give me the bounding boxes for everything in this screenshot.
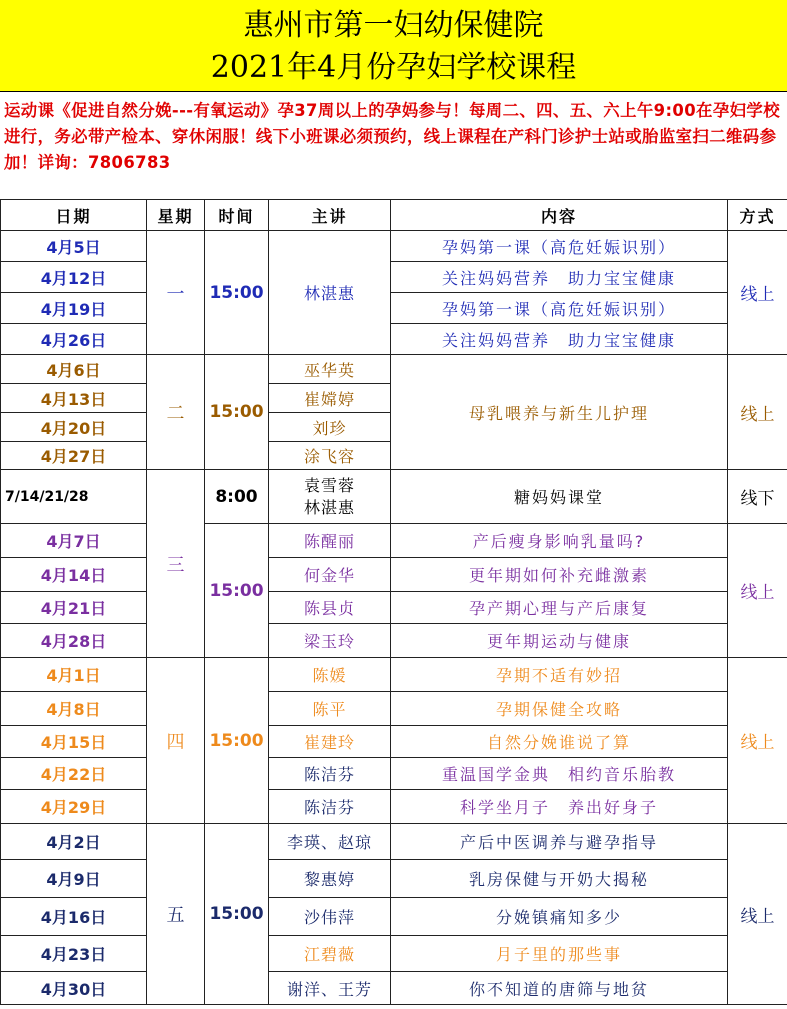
speaker-cell: 陈醒丽 bbox=[269, 524, 391, 558]
content-cell: 关注妈妈营养 助力宝宝健康 bbox=[391, 262, 728, 293]
speaker-cell: 沙伟萍 bbox=[269, 898, 391, 936]
table-row bbox=[1, 972, 787, 1005]
date-cell: 4月16日 bbox=[1, 898, 147, 936]
table-row bbox=[1, 790, 787, 824]
title-banner bbox=[0, 0, 787, 92]
speaker-cell: 陈洁芬 bbox=[269, 790, 391, 824]
column-header-time: 时间 bbox=[205, 200, 269, 231]
exercise-class-notice: 运动课《促进自然分娩---有氧运动》孕37周以上的孕妈参与！每周二、四、五、六上午9:00在孕妇学校进行，务必带产检本、穿休闲服！线下小班课必须预约，线上课程在产科门诊护士站或胎监室扫二维码参加！详询：7806783 bbox=[4, 101, 780, 172]
speaker-cell: 涂飞容 bbox=[269, 442, 391, 470]
content-cell: 重温国学金典 相约音乐胎教 bbox=[391, 758, 728, 790]
table-row bbox=[1, 692, 787, 726]
date-cell: 4月26日 bbox=[1, 324, 147, 355]
content-cell: 产后瘦身影响乳量吗? bbox=[391, 524, 728, 558]
time-cell: 15:00 bbox=[205, 231, 269, 355]
date-cell: 4月21日 bbox=[1, 592, 147, 624]
date-cell: 4月6日 bbox=[1, 355, 147, 384]
table-row bbox=[1, 355, 787, 384]
course-schedule-table bbox=[0, 199, 787, 1005]
table-row bbox=[1, 936, 787, 972]
date-cell: 4月12日 bbox=[1, 262, 147, 293]
content-cell: 更年期运动与健康 bbox=[391, 624, 728, 658]
schedule-title: 2021年4月份孕妇学校课程 bbox=[210, 50, 577, 85]
date-cell: 4月13日 bbox=[1, 384, 147, 413]
table-row bbox=[1, 470, 787, 524]
speaker-name: 林湛惠 bbox=[303, 497, 355, 517]
date-cell: 4月2日 bbox=[1, 824, 147, 860]
speaker-cell: 黎惠婷 bbox=[269, 860, 391, 898]
speaker-cell: 刘珍 bbox=[269, 413, 391, 442]
speaker-cell: 谢洋、王芳 bbox=[269, 972, 391, 1005]
date-cell: 4月1日 bbox=[1, 658, 147, 692]
table-row bbox=[1, 898, 787, 936]
content-cell: 孕期保健全攻略 bbox=[391, 692, 728, 726]
date-cell: 4月23日 bbox=[1, 936, 147, 972]
table-row bbox=[1, 726, 787, 758]
content-cell: 母乳喂养与新生儿护理 bbox=[391, 355, 728, 470]
column-header-content: 内容 bbox=[391, 200, 728, 231]
column-header-weekday: 星期 bbox=[147, 200, 205, 231]
content-cell: 自然分娩谁说了算 bbox=[391, 726, 728, 758]
table-row bbox=[1, 824, 787, 860]
date-cell: 4月9日 bbox=[1, 860, 147, 898]
content-cell: 乳房保健与开奶大揭秘 bbox=[391, 860, 728, 898]
table-row bbox=[1, 324, 787, 355]
content-cell: 孕妈第一课（高危妊娠识别） bbox=[391, 293, 728, 324]
content-cell: 关注妈妈营养 助力宝宝健康 bbox=[391, 324, 728, 355]
time-cell: 8:00 bbox=[205, 470, 269, 524]
speaker-cell: 江碧薇 bbox=[269, 936, 391, 972]
mode-cell: 线下 bbox=[728, 470, 787, 524]
content-cell: 孕产期心理与产后康复 bbox=[391, 592, 728, 624]
mode-cell: 线上 bbox=[728, 355, 787, 470]
date-cell: 4月14日 bbox=[1, 558, 147, 592]
content-cell: 科学坐月子 养出好身子 bbox=[391, 790, 728, 824]
date-cell: 4月28日 bbox=[1, 624, 147, 658]
hospital-name: 惠州市第一妇幼保健院 bbox=[243, 8, 544, 43]
time-cell: 15:00 bbox=[205, 658, 269, 824]
content-cell: 孕妈第一课（高危妊娠识别） bbox=[391, 231, 728, 262]
speaker-cell: 陈媛 bbox=[269, 658, 391, 692]
content-cell: 更年期如何补充雌激素 bbox=[391, 558, 728, 592]
speaker-cell: 陈平 bbox=[269, 692, 391, 726]
table-row bbox=[1, 592, 787, 624]
speaker-cell bbox=[269, 470, 391, 524]
date-cell: 4月22日 bbox=[1, 758, 147, 790]
content-cell: 产后中医调养与避孕指导 bbox=[391, 824, 728, 860]
speaker-cell: 崔建玲 bbox=[269, 726, 391, 758]
date-cell: 4月5日 bbox=[1, 231, 147, 262]
time-cell: 15:00 bbox=[205, 824, 269, 1005]
date-cell: 4月8日 bbox=[1, 692, 147, 726]
content-cell: 你不知道的唐筛与地贫 bbox=[391, 972, 728, 1005]
table-row bbox=[1, 262, 787, 293]
mode-cell: 线上 bbox=[728, 231, 787, 355]
table-row bbox=[1, 231, 787, 262]
speaker-cell: 李瑛、赵琼 bbox=[269, 824, 391, 860]
speaker-cell: 梁玉玲 bbox=[269, 624, 391, 658]
date-cell: 4月20日 bbox=[1, 413, 147, 442]
table-row bbox=[1, 658, 787, 692]
content-cell: 分娩镇痛知多少 bbox=[391, 898, 728, 936]
date-cell: 4月27日 bbox=[1, 442, 147, 470]
speaker-cell: 崔嫦婷 bbox=[269, 384, 391, 413]
mode-cell: 线上 bbox=[728, 824, 787, 1005]
weekday-cell: 三 bbox=[147, 470, 205, 658]
table-row bbox=[1, 293, 787, 324]
table-row bbox=[1, 558, 787, 592]
table-header-row bbox=[1, 200, 787, 231]
date-cell: 4月29日 bbox=[1, 790, 147, 824]
time-cell: 15:00 bbox=[205, 524, 269, 658]
weekday-cell: 四 bbox=[147, 658, 205, 824]
weekday-cell: 五 bbox=[147, 824, 205, 1005]
speaker-cell: 何金华 bbox=[269, 558, 391, 592]
date-cell: 7/14/21/28 bbox=[1, 470, 147, 524]
content-cell: 糖妈妈课堂 bbox=[391, 470, 728, 524]
column-header-date: 日期 bbox=[1, 200, 147, 231]
content-cell: 月子里的那些事 bbox=[391, 936, 728, 972]
speaker-cell: 陈洁芬 bbox=[269, 758, 391, 790]
table-row bbox=[1, 624, 787, 658]
content-cell: 孕期不适有妙招 bbox=[391, 658, 728, 692]
table-row bbox=[1, 758, 787, 790]
mode-cell: 线上 bbox=[728, 658, 787, 824]
mode-cell: 线上 bbox=[728, 524, 787, 658]
date-cell: 4月19日 bbox=[1, 293, 147, 324]
time-cell: 15:00 bbox=[205, 355, 269, 470]
date-cell: 4月7日 bbox=[1, 524, 147, 558]
weekday-cell: 二 bbox=[147, 355, 205, 470]
table-row bbox=[1, 860, 787, 898]
speaker-cell: 林湛惠 bbox=[269, 231, 391, 355]
date-cell: 4月15日 bbox=[1, 726, 147, 758]
weekday-cell: 一 bbox=[147, 231, 205, 355]
table-row bbox=[1, 524, 787, 558]
speaker-cell: 巫华英 bbox=[269, 355, 391, 384]
date-cell: 4月30日 bbox=[1, 972, 147, 1005]
speaker-cell: 陈县贞 bbox=[269, 592, 391, 624]
speaker-name: 袁雪蓉 bbox=[303, 475, 355, 495]
column-header-mode: 方式 bbox=[728, 200, 787, 231]
column-header-speaker: 主讲 bbox=[269, 200, 391, 231]
